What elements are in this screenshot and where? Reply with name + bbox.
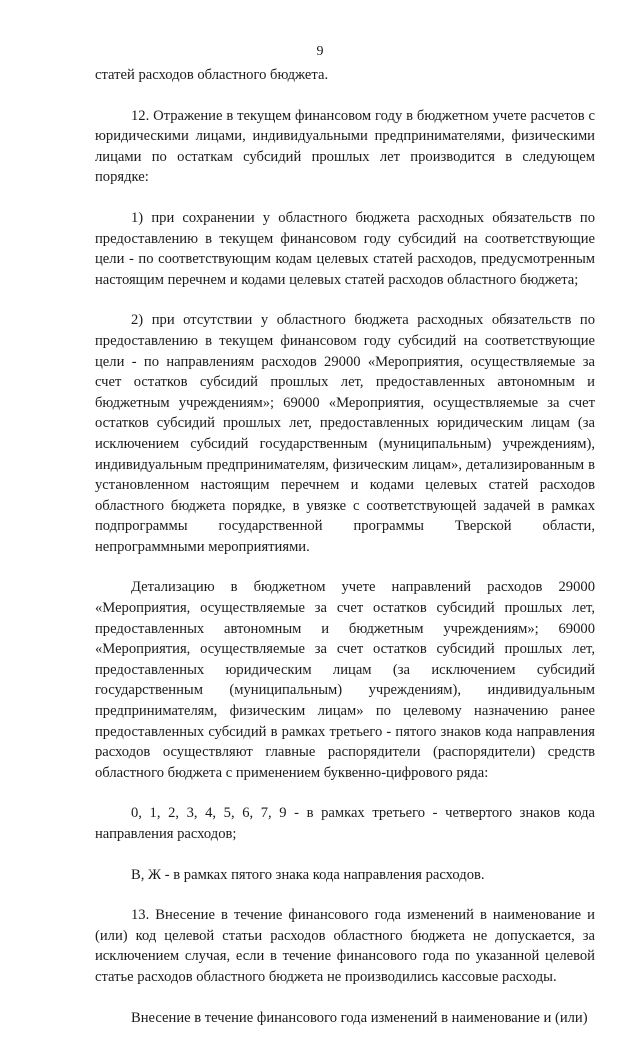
document-body	[95, 65, 595, 1047]
paragraph-item-13: 13. Внесение в течение финансового года изменений в наименование и (или) код целевой статьи расходов областного бюджета не допускается, за исключением случая, если в течение финансового года по указанной целевой статье расходов областного бюджета не производились кассовые расходы.	[95, 907, 595, 985]
page-number: 9	[316, 44, 324, 59]
paragraph-detailing: Детализацию в бюджетном учете направлений расходов 29000 «Мероприятия, осуществляемые за счет остатков субсидий прошлых лет, предоставленных автономным и бюджетным учреждениям»; 69000 «Мероприятия, осуществляемые за счет остатков субсидий прошлых лет, предоставленных юридическим лицам (за исключением субсидий государственным (муниципальным) учреждениям), индивидуальным предпринимателям, физическим лицам» по целевому назначению ранее предоставленных субсидий в рамках третьего - пятого знаков кода направления расходов осуществляют главные распорядители (распорядители) средств областного бюджета с применением буквенно-цифрового ряда:	[95, 579, 595, 781]
paragraph-subitem-2: 2) при отсутствии у областного бюджета расходных обязательств по предоставлению в текущем финансовом году субсидий на соответствующие цели - по направлениям расходов 29000 «Мероприятия, осуществляемые за счет остатков субсидий прошлых лет, предоставленных автономным и бюджетным учреждениям»; 69000 «Мероприятия, осуществляемые за счет остатков субсидий прошлых лет, предоставленных юридическим лицам (за исключением субсидий государственным (муниципальным) учреждениям), индивидуальным предпринимателям, физическим лицам», детализированным в установленном настоящим перечнем и кодами целевых статей расходов областного бюджета порядке, в увязке с соответствующей задачей в рамках подпрограммы государственной программы Тверской области, непрограммными мероприятиями.	[95, 312, 595, 555]
paragraph-letter-series: В, Ж - в рамках пятого знака кода направления расходов.	[131, 866, 485, 883]
paragraph-trailing: Внесение в течение финансового года изменений в наименование и (или)	[131, 1009, 588, 1026]
paragraph-continuation: статей расходов областного бюджета.	[95, 67, 329, 83]
paragraph-item-12: 12. Отражение в текущем финансовом году в бюджетном учете расчетов с юридическими лицами, индивидуальными предпринимателями, физическими лицами по остаткам субсидий прошлых лет производится в следующем порядке:	[95, 107, 595, 186]
paragraph-digit-series: 0, 1, 2, 3, 4, 5, 6, 7, 9 - в рамках третьего - четвертого знаков кода направления расходов;	[95, 805, 595, 842]
paragraph-subitem-1: 1) при сохранении у областного бюджета расходных обязательств по предоставлению в текущем финансовом году субсидий на соответствующие цели - по соответствующим кодам целевых статей расходов, предусмотренным настоящим перечнем и кодами целевых статей расходов областного бюджета;	[95, 209, 595, 288]
